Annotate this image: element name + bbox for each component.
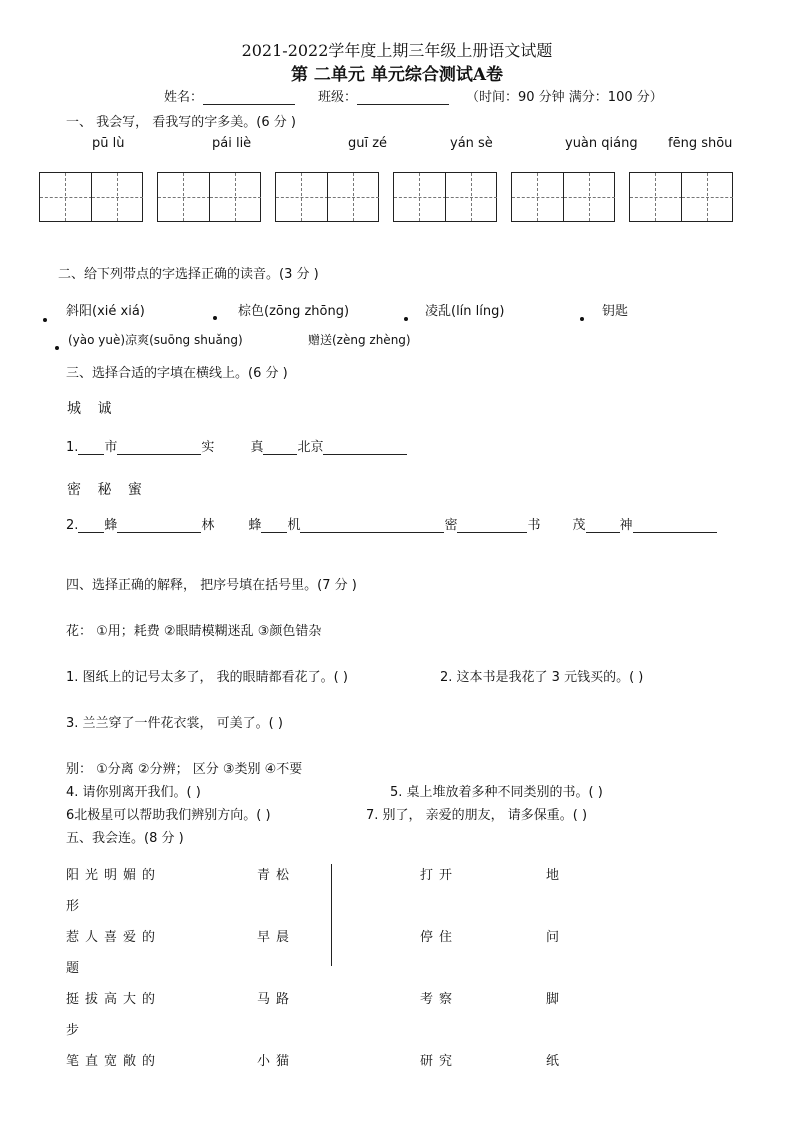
writing-grid-2[interactable] xyxy=(157,172,261,222)
fill-blank[interactable] xyxy=(78,519,104,533)
q3-group2-chars: 密 秘 蜜 xyxy=(67,482,148,498)
class-blank[interactable] xyxy=(357,90,449,105)
q4-heading: 四、选择正确的解释， 把序号填在括号里。(7 分 ) xyxy=(66,578,357,593)
q4-sentence-2[interactable]: 2. 这本书是我花了 3 元钱买的。( ) xyxy=(440,670,644,685)
q2-item-1[interactable]: 斜阳(xié xiá) xyxy=(66,304,145,319)
q4-sentence-4[interactable]: 4. 请你别离开我们。( ) xyxy=(66,785,201,800)
q1-pinyin-5: yuàn qiáng xyxy=(565,136,638,151)
match-right-a-3[interactable]: 考察 xyxy=(420,992,459,1007)
q1-pinyin-6: fēng shōu xyxy=(668,136,733,151)
q2-item-2[interactable]: 棕色(zōng zhōng) xyxy=(238,304,350,319)
writing-grid-6[interactable] xyxy=(629,172,733,222)
emphasis-dot-icon xyxy=(404,317,408,321)
match-left-a-4[interactable]: 笔直宽敞的 xyxy=(66,1054,162,1069)
fill-blank[interactable] xyxy=(78,441,104,455)
emphasis-dot-icon xyxy=(43,318,47,322)
match-left-b-3[interactable]: 马路 xyxy=(257,992,296,1007)
fill-blank[interactable] xyxy=(263,441,297,455)
match-right-b-1[interactable]: 地 xyxy=(546,868,560,883)
q2-item-3[interactable]: 凌乱(lín líng) xyxy=(425,304,505,319)
writing-grid-5[interactable] xyxy=(511,172,615,222)
match-left-a-wrap-2: 题 xyxy=(66,961,80,976)
q4-sentence-5[interactable]: 5. 桌上堆放着多种不同类别的书。( ) xyxy=(390,785,603,800)
match-right-a-4[interactable]: 研究 xyxy=(420,1054,459,1069)
match-right-b-2[interactable]: 问 xyxy=(546,930,560,945)
fill-blank[interactable] xyxy=(300,519,444,533)
match-left-b-4[interactable]: 小猫 xyxy=(257,1054,296,1069)
q1-pinyin-2: pái liè xyxy=(212,136,252,151)
writing-grid-1[interactable] xyxy=(39,172,143,222)
name-label: 姓名： xyxy=(164,90,204,105)
writing-grid-4[interactable] xyxy=(393,172,497,222)
exam-subtitle: 第 二单元 单元综合测试A卷 xyxy=(290,65,504,85)
q3-heading: 三、选择合适的字填在横线上。(6 分 ) xyxy=(66,366,288,381)
fill-blank[interactable] xyxy=(457,519,527,533)
class-label: 班级： xyxy=(318,90,358,105)
match-right-b-3[interactable]: 脚 xyxy=(546,992,560,1007)
match-left-a-wrap-1: 形 xyxy=(66,899,80,914)
match-left-a-wrap-3: 步 xyxy=(66,1023,80,1038)
fill-blank[interactable] xyxy=(633,519,717,533)
name-blank[interactable] xyxy=(203,90,295,105)
match-left-a-3[interactable]: 挺拔高大的 xyxy=(66,992,162,1007)
q5-heading: 五、我会连。(8 分 ) xyxy=(66,831,184,846)
fill-blank[interactable] xyxy=(586,519,620,533)
emphasis-dot-icon xyxy=(213,316,217,320)
q1-pinyin-3: guī zé xyxy=(348,136,388,151)
q2-item-6[interactable]: 赠送(zèng zhèng) xyxy=(308,333,411,347)
match-left-a-1[interactable]: 阳光明媚的 xyxy=(66,868,162,883)
fill-blank[interactable] xyxy=(323,441,407,455)
match-left-b-1[interactable]: 青松 xyxy=(257,868,296,883)
class-field xyxy=(318,86,449,105)
writing-grid-3[interactable] xyxy=(275,172,379,222)
q2-heading: 二、给下列带点的字选择正确的读音。(3 分 ) xyxy=(58,267,319,282)
fill-blank[interactable] xyxy=(261,519,287,533)
q3-line-1: 1. 市 实 真 北京 xyxy=(66,436,407,455)
emphasis-dot-icon xyxy=(580,317,584,321)
q4-hua-definitions: 花： ①用；耗费 ②眼睛模糊迷乱 ③颜色错杂 xyxy=(66,624,322,639)
column-divider xyxy=(331,864,332,966)
match-right-b-4[interactable]: 纸 xyxy=(546,1054,560,1069)
q4-sentence-1[interactable]: 1. 图纸上的记号太多了， 我的眼睛都看花了。( ) xyxy=(66,670,348,685)
q1-pinyin-4: yán sè xyxy=(450,136,493,151)
match-right-a-2[interactable]: 停住 xyxy=(420,930,459,945)
emphasis-dot-icon xyxy=(55,346,59,350)
time-score-info: （时间：90 分钟 满分：100 分） xyxy=(466,90,663,105)
q1-pinyin-1: pū lù xyxy=(92,136,125,151)
q2-item-4[interactable]: 钥匙 xyxy=(602,304,629,319)
match-left-b-2[interactable]: 早晨 xyxy=(257,930,296,945)
q3-line-2: 2. 蜂 林 蜂 机 密 书 茂 神 xyxy=(66,514,717,533)
exam-title: 2021-2022学年度上期三年级上册语文试题 xyxy=(241,41,553,60)
match-right-a-1[interactable]: 打开 xyxy=(420,868,459,883)
fill-blank[interactable] xyxy=(117,441,201,455)
q2-item-5[interactable]: (yào yuè)凉爽(suōng shuǎng) xyxy=(68,333,243,347)
fill-blank[interactable] xyxy=(117,519,201,533)
q4-bie-definitions: 别： ①分离 ②分辨； 区分 ③类别 ④不要 xyxy=(66,762,303,777)
q4-sentence-7[interactable]: 7. 别了， 亲爱的朋友， 请多保重。( ) xyxy=(366,808,588,823)
q4-sentence-3[interactable]: 3. 兰兰穿了一件花衣裳， 可美了。( ) xyxy=(66,716,283,731)
match-left-a-2[interactable]: 惹人喜爱的 xyxy=(66,930,162,945)
q4-sentence-6[interactable]: 6北极星可以帮助我们辨别方向。( ) xyxy=(66,808,271,823)
q1-heading: 一、 我会写， 看我写的字多美。(6 分 ) xyxy=(66,115,296,130)
q3-group1-chars: 城 诚 xyxy=(67,401,118,417)
name-field xyxy=(164,86,295,105)
